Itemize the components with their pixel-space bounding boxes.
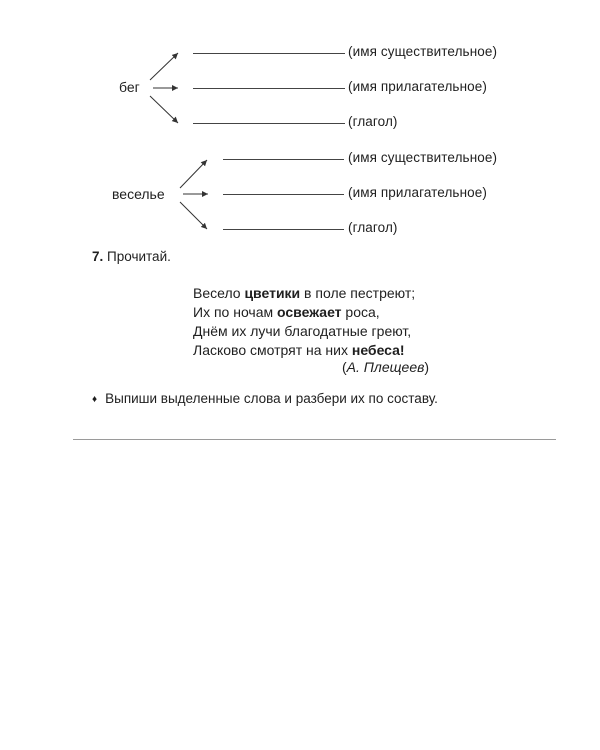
poem (193, 284, 415, 360)
poem-text: роса, (341, 304, 380, 320)
author-name: А. Плещеев (346, 359, 425, 375)
highlighted-word: небеса! (351, 342, 405, 358)
part-of-speech-label: (имя прилагательное) (348, 79, 487, 94)
part-of-speech-label: (имя существительное) (348, 150, 498, 165)
poem-text: в поле пестреют; (300, 285, 416, 301)
part-of-speech-label: (глагол) (348, 220, 398, 235)
poem-line (193, 341, 415, 360)
diamond-bullet-icon: ♦ (92, 394, 98, 405)
highlighted-word: цветики (244, 285, 301, 301)
base-word: бег (119, 79, 140, 95)
poem-text: Весело (193, 285, 245, 301)
answer-line[interactable] (73, 439, 556, 440)
poem-line (193, 284, 415, 303)
instruction-text: Выпиши выделенные слова и разбери их по составу. (105, 391, 438, 406)
task-number: 7. (92, 249, 104, 264)
part-of-speech-label: (имя существительное) (348, 44, 498, 59)
poem-line (193, 322, 415, 341)
task-title: Прочитай. (107, 249, 171, 264)
poem-text: Днём их лучи благодатные греют, (193, 323, 412, 339)
poem-text: Их по ночам (193, 304, 278, 320)
base-word: веселье (112, 186, 165, 202)
answer-blank[interactable] (223, 194, 344, 195)
paren: ( (342, 359, 347, 375)
poem-text: Ласково смотрят на них (193, 342, 352, 358)
answer-blank[interactable] (223, 159, 344, 160)
part-of-speech-label: (глагол) (348, 114, 398, 129)
task-heading (92, 249, 171, 264)
part-of-speech-label: (имя прилагательное) (348, 185, 487, 200)
instruction (92, 391, 438, 406)
answer-blank[interactable] (223, 229, 344, 230)
paren: ) (424, 359, 430, 375)
poem-line (193, 303, 415, 322)
highlighted-word: освежает (277, 304, 342, 320)
poem-author (342, 359, 429, 375)
